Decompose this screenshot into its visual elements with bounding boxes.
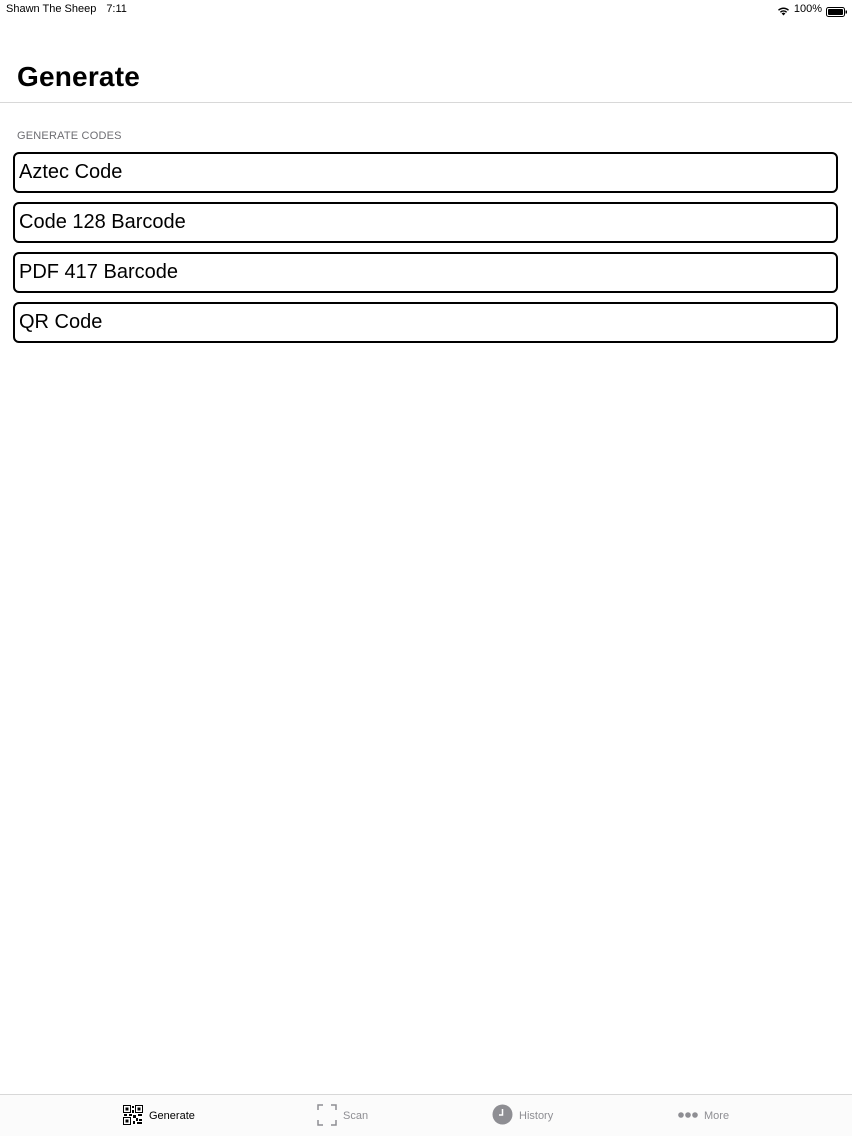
- section-header: GENERATE CODES: [17, 130, 122, 142]
- carrier-label: Shawn The Sheep: [6, 3, 97, 15]
- tab-history[interactable]: [492, 1104, 553, 1128]
- tab-more[interactable]: [678, 1104, 729, 1128]
- list-item-label: Aztec Code: [19, 161, 123, 183]
- wifi-icon: [777, 4, 790, 14]
- qr-code-icon: [123, 1105, 143, 1128]
- clock-icon: [492, 1104, 513, 1128]
- list-item-label: Code 128 Barcode: [19, 211, 186, 233]
- status-right: [777, 0, 846, 18]
- code-type-list: [13, 152, 839, 352]
- list-item-aztec-code[interactable]: [13, 152, 838, 193]
- list-item-qr-code[interactable]: [13, 302, 838, 343]
- tab-scan[interactable]: [317, 1104, 368, 1128]
- tab-label: Scan: [343, 1110, 369, 1122]
- status-bar: [0, 0, 852, 18]
- list-item-pdf-417-barcode[interactable]: [13, 252, 838, 293]
- list-item-code-128-barcode[interactable]: [13, 202, 838, 243]
- scan-frame-icon: [317, 1104, 337, 1129]
- tab-generate[interactable]: [123, 1104, 195, 1128]
- more-dots-icon: [678, 1110, 698, 1122]
- tab-bar: [0, 1094, 852, 1136]
- status-time: 7:11: [106, 3, 127, 15]
- battery-percent: 100%: [793, 3, 822, 15]
- page-title: Generate: [17, 61, 140, 92]
- tab-label: History: [519, 1110, 554, 1122]
- navigation-header: [0, 18, 852, 103]
- list-item-label: QR Code: [19, 311, 103, 333]
- status-left: [6, 0, 127, 18]
- tab-label: More: [704, 1110, 730, 1122]
- battery-icon: [826, 5, 846, 14]
- tab-label: Generate: [149, 1110, 195, 1122]
- list-item-label: PDF 417 Barcode: [19, 261, 178, 283]
